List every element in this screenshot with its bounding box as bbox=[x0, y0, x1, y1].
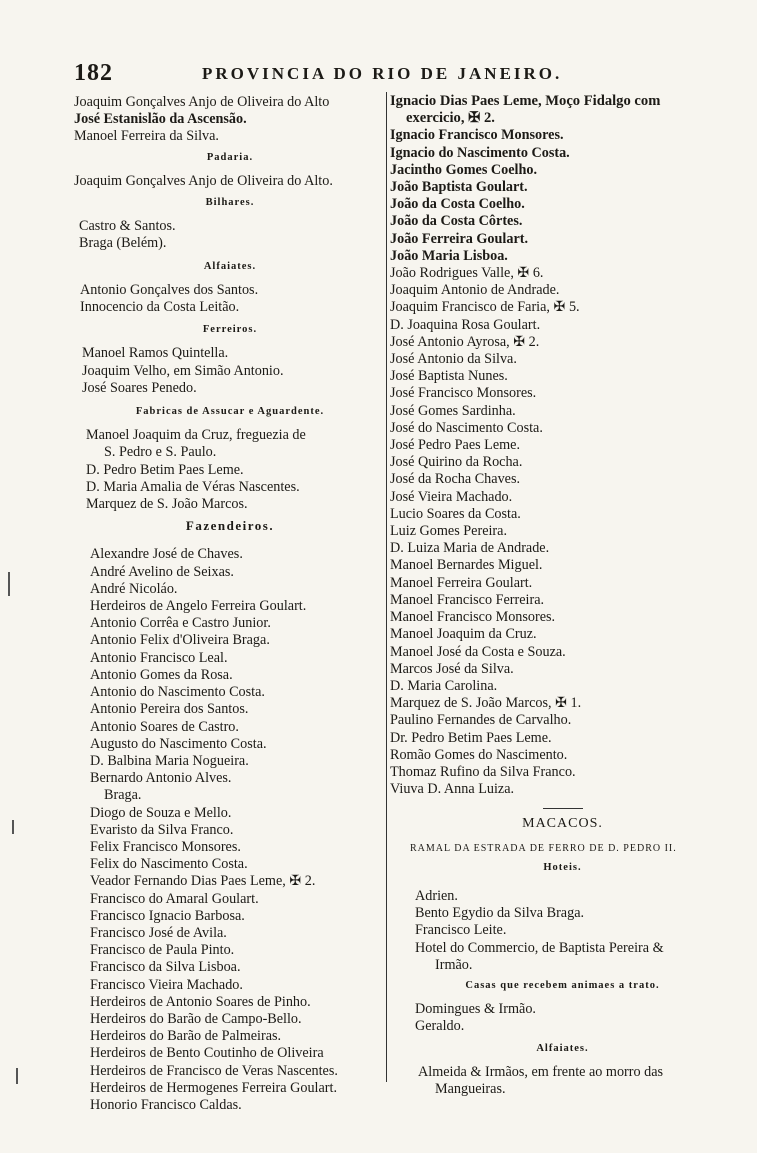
right-names-list bbox=[390, 127, 735, 798]
list-item: Manoel Joaquim da Cruz, freguezia de bbox=[86, 427, 306, 444]
list-item: João Maria Lisboa. bbox=[390, 247, 508, 264]
list-item: Herdeiros de Antonio Soares de Pinho. bbox=[90, 993, 311, 1010]
list-item: Irmão. bbox=[435, 956, 473, 973]
list-item: José Baptista Nunes. bbox=[390, 368, 508, 385]
list-item: José Gomes Sardinha. bbox=[390, 402, 516, 419]
list-item: Braga. bbox=[104, 787, 142, 804]
list-item: Antonio Felix d'Oliveira Braga. bbox=[90, 632, 270, 649]
section-divider bbox=[543, 808, 583, 809]
section-heading-bilhares: Bilhares. bbox=[205, 197, 255, 209]
list-item: José Vieira Machado. bbox=[390, 488, 513, 505]
list-item: José Francisco Monsores. bbox=[390, 385, 537, 402]
list-item: José Pedro Paes Leme. bbox=[390, 437, 521, 454]
left-column bbox=[74, 94, 386, 1114]
list-item: Antonio Pereira dos Santos. bbox=[90, 701, 249, 718]
list-item: André Avelino de Seixas. bbox=[90, 563, 234, 580]
list-item: Almeida & Irmãos, em frente ao morro das bbox=[418, 1063, 664, 1080]
list-item: Manoel Joaquim da Cruz. bbox=[390, 626, 537, 643]
margin-mark bbox=[8, 572, 10, 596]
list-item: Herdeiros de Bento Coutinho de Oliveira bbox=[90, 1045, 324, 1062]
section-heading-padaria: Padaria. bbox=[206, 151, 254, 163]
list-item: João Rodrigues Valle, ✠ 6. bbox=[390, 265, 544, 282]
section-heading-hoteis: Hoteis. bbox=[543, 861, 582, 873]
fazendeiros-list bbox=[74, 546, 386, 1114]
list-item: Joaquim Gonçalves Anjo de Oliveira do Alto bbox=[74, 94, 330, 110]
list-item: exercicio, ✠ 2. bbox=[406, 110, 495, 127]
list-item: André Nicoláo. bbox=[90, 580, 178, 597]
list-item: Joaquim Velho, em Simão Antonio. bbox=[82, 362, 284, 379]
list-item: Herdeiros de Francisco de Veras Nascentes. bbox=[90, 1062, 338, 1079]
list-item: Francisco José de Avila. bbox=[90, 924, 227, 941]
list-item: Antonio Soares de Castro. bbox=[90, 718, 239, 735]
list-item: Antonio Francisco Leal. bbox=[90, 649, 228, 666]
list-item: D. Luiza Maria de Andrade. bbox=[390, 540, 550, 557]
list-item: Marquez de S. João Marcos, ✠ 1. bbox=[390, 695, 582, 712]
list-item: Joaquim Francisco de Faria, ✠ 5. bbox=[390, 299, 580, 316]
list-item: Herdeiros do Barão de Palmeiras. bbox=[90, 1028, 282, 1045]
list-item: Ignacio Dias Paes Leme, Moço Fidalgo com bbox=[390, 93, 661, 109]
list-item: José Soares Penedo. bbox=[82, 379, 197, 396]
list-item: Francisco Ignacio Barbosa. bbox=[90, 907, 245, 924]
list-item: Herdeiros do Barão de Campo-Bello. bbox=[90, 1010, 302, 1027]
list-item: Antonio do Nascimento Costa. bbox=[90, 684, 265, 701]
list-item: Augusto do Nascimento Costa. bbox=[90, 735, 267, 752]
list-item: Herdeiros de Hermogenes Ferreira Goulart. bbox=[90, 1079, 337, 1096]
list-item: Viuva D. Anna Luiza. bbox=[390, 781, 515, 798]
list-item: Herdeiros de Angelo Ferreira Goulart. bbox=[90, 598, 307, 615]
list-item: Francisco Leite. bbox=[415, 922, 507, 939]
list-item: Adrien. bbox=[415, 887, 458, 904]
list-item: Felix do Nascimento Costa. bbox=[90, 856, 248, 873]
right-column bbox=[390, 93, 735, 1098]
list-item: Hotel do Commercio, de Baptista Pereira & bbox=[415, 939, 664, 956]
list-item: José Antonio Ayrosa, ✠ 2. bbox=[390, 333, 540, 350]
list-item: Manoel Francisco Ferreira. bbox=[390, 591, 545, 608]
list-item: João Baptista Goulart. bbox=[390, 179, 528, 196]
running-title: PROVINCIA DO RIO DE JANEIRO. bbox=[202, 64, 563, 83]
list-item: Manoel Ferreira da Silva. bbox=[74, 128, 219, 145]
page-header bbox=[74, 60, 684, 90]
list-item: Braga (Belém). bbox=[79, 235, 167, 252]
list-item: Joaquim Antonio de Andrade. bbox=[390, 282, 560, 299]
list-item: Manoel José da Costa e Souza. bbox=[390, 643, 566, 660]
list-item: Domingues & Irmão. bbox=[415, 1001, 536, 1018]
list-item: D. Maria Amalia de Véras Nascentes. bbox=[86, 478, 300, 495]
list-item: José da Rocha Chaves. bbox=[390, 471, 521, 488]
list-item: Thomaz Rufino da Silva Franco. bbox=[390, 763, 576, 780]
list-item: José Quirino da Rocha. bbox=[390, 454, 523, 471]
list-item: José Antonio da Silva. bbox=[390, 351, 517, 368]
list-item: Marcos José da Silva. bbox=[390, 660, 514, 677]
list-item: Francisco da Silva Lisboa. bbox=[90, 959, 241, 976]
section-heading-casas: Casas que recebem animaes a trato. bbox=[465, 979, 660, 991]
list-item: Manoel Bernardes Miguel. bbox=[390, 557, 543, 574]
list-item: Francisco Vieira Machado. bbox=[90, 976, 243, 993]
list-item: Ignacio do Nascimento Costa. bbox=[390, 144, 570, 161]
list-item: Honorio Francisco Caldas. bbox=[90, 1096, 242, 1113]
list-item: Castro & Santos. bbox=[79, 218, 176, 235]
list-item: João da Costa Côrtes. bbox=[390, 213, 523, 230]
margin-mark bbox=[12, 820, 14, 834]
section-heading-alfaiates-macacos: Alfaiates. bbox=[536, 1042, 589, 1054]
list-item: Romão Gomes do Nascimento. bbox=[390, 746, 568, 763]
list-item: José do Nascimento Costa. bbox=[390, 419, 543, 436]
list-item: Joaquim Gonçalves Anjo de Oliveira do Alto. bbox=[74, 172, 333, 189]
section-heading-alfaiates: Alfaiates. bbox=[203, 260, 257, 272]
section-heading-macacos: MACACOS. bbox=[522, 816, 603, 832]
list-item: Antonio Gonçalves dos Santos. bbox=[80, 281, 259, 298]
list-item: Evaristo da Silva Franco. bbox=[90, 821, 234, 838]
list-item: Alexandre José de Chaves. bbox=[90, 546, 243, 563]
list-item: Geraldo. bbox=[415, 1018, 465, 1035]
list-item: Bernardo Antonio Alves. bbox=[90, 770, 232, 787]
list-item: Dr. Pedro Betim Paes Leme. bbox=[390, 729, 552, 746]
list-item: Mangueiras. bbox=[435, 1080, 506, 1097]
section-heading-ramal: RAMAL DA ESTRADA DE FERRO DE D. PEDRO II. bbox=[410, 842, 677, 854]
list-item: Manoel Ramos Quintella. bbox=[82, 345, 229, 362]
list-item: D. Pedro Betim Paes Leme. bbox=[86, 461, 244, 478]
list-item: D. Maria Carolina. bbox=[390, 677, 498, 694]
list-item: José Estanislão da Ascensão. bbox=[74, 111, 247, 128]
list-item: D. Balbina Maria Nogueira. bbox=[90, 752, 249, 769]
list-item: Manoel Ferreira Goulart. bbox=[390, 574, 533, 591]
section-heading-fazendeiros: Fazendeiros. bbox=[185, 518, 275, 534]
list-item: Lucio Soares da Costa. bbox=[390, 505, 521, 522]
list-item: S. Pedro e S. Paulo. bbox=[104, 444, 217, 461]
list-item: Innocencio da Costa Leitão. bbox=[80, 299, 240, 316]
list-item: Francisco de Paula Pinto. bbox=[90, 942, 235, 959]
list-item: Antonio Corrêa e Castro Junior. bbox=[90, 615, 271, 632]
list-item: João Ferreira Goulart. bbox=[390, 230, 529, 247]
list-item: Felix Francisco Monsores. bbox=[90, 838, 241, 855]
list-item: D. Joaquina Rosa Goulart. bbox=[390, 316, 541, 333]
page-number: 182 bbox=[74, 60, 113, 86]
section-heading-ferreiros: Ferreiros. bbox=[202, 324, 258, 336]
list-item: Veador Fernando Dias Paes Leme, ✠ 2. bbox=[90, 873, 316, 890]
list-item: Marquez de S. João Marcos. bbox=[86, 496, 248, 513]
column-divider bbox=[386, 92, 387, 1082]
list-item: Manoel Francisco Monsores. bbox=[390, 609, 556, 626]
list-item: Antonio Gomes da Rosa. bbox=[90, 666, 233, 683]
list-item: Diogo de Souza e Mello. bbox=[90, 804, 232, 821]
list-item: Ignacio Francisco Monsores. bbox=[390, 127, 564, 144]
list-item: Jacintho Gomes Coelho. bbox=[390, 161, 537, 178]
list-item: Francisco do Amaral Goulart. bbox=[90, 890, 259, 907]
section-heading-fabricas: Fabricas de Assucar e Aguardente. bbox=[135, 406, 325, 418]
list-item: Bento Egydio da Silva Braga. bbox=[415, 905, 585, 922]
margin-mark bbox=[16, 1068, 18, 1084]
list-item: Luiz Gomes Pereira. bbox=[390, 523, 508, 540]
list-item: João da Costa Coelho. bbox=[390, 196, 525, 213]
list-item: Paulino Fernandes de Carvalho. bbox=[390, 712, 572, 729]
